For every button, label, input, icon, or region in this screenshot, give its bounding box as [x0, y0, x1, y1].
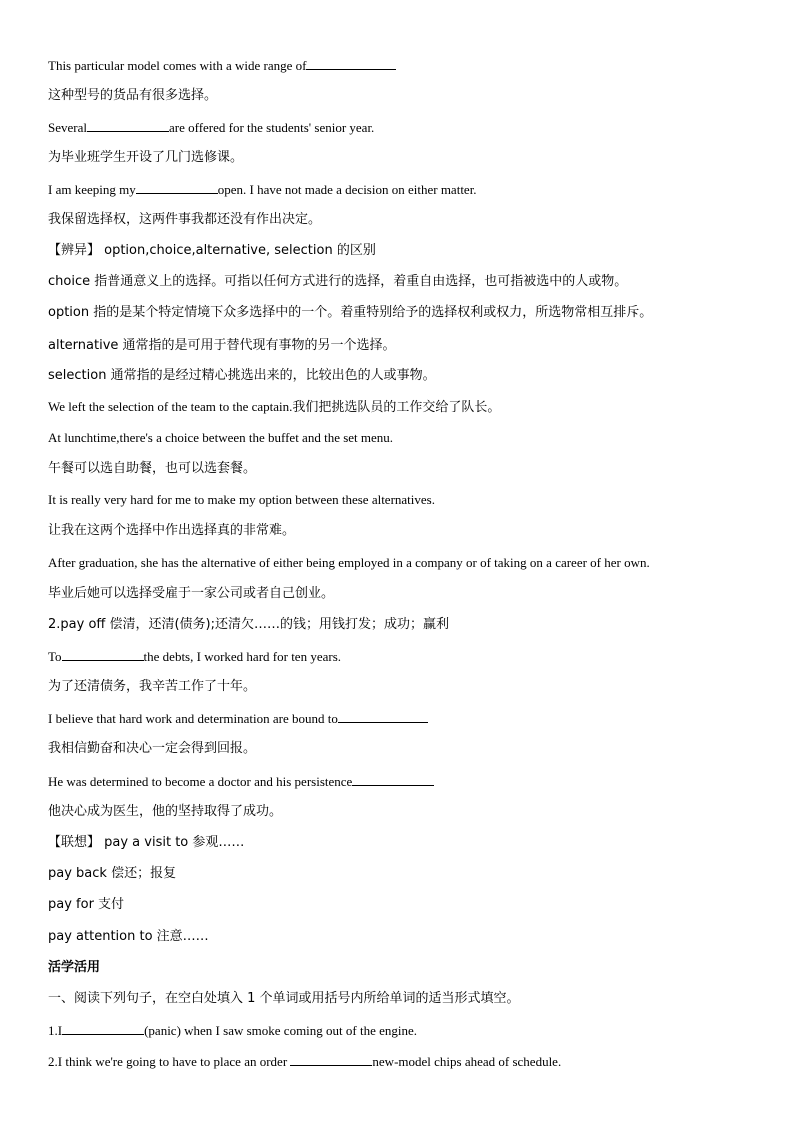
text-line	[48, 648, 341, 665]
text-line	[48, 181, 477, 198]
definition-line: choice 指普通意义上的选择。可指以任何方式进行的选择，着重自由选择，也可指被选中的人或物。	[48, 274, 628, 289]
example-line: At lunchtime,there's a choice between the buffet and the set menu.	[48, 430, 394, 445]
answer-blank[interactable]	[62, 1022, 144, 1035]
exercise-instructions: 一、阅读下列句子，在空白处填入 1 个单词或用括号内所给单词的适当形式填空。	[48, 991, 520, 1006]
line-text: I am keeping my	[48, 182, 136, 197]
line-text: the debts, I worked hard for ten years.	[143, 649, 342, 664]
answer-blank[interactable]	[352, 773, 434, 786]
text-line	[48, 773, 434, 790]
translation-line: 他决心成为医生，他的坚持取得了成功。	[48, 804, 283, 819]
example-line: It is really very hard for me to make my option between these alternatives.	[48, 492, 435, 507]
section-heading-compare: 【辨异】 option,choice,alternative, selection 的区别	[48, 243, 376, 258]
answer-blank[interactable]	[136, 181, 218, 194]
translation-line: 这种型号的货品有很多选择。	[48, 88, 218, 103]
translation-line: 午餐可以选自助餐，也可以选套餐。	[48, 461, 257, 476]
translation-line: 让我在这两个选择中作出选择真的非常难。	[48, 523, 296, 538]
line-text: new-model chips ahead of schedule.	[372, 1054, 562, 1069]
line-text: are offered for the students' senior year.	[168, 120, 375, 135]
exercise-item	[48, 1053, 561, 1070]
answer-blank[interactable]	[290, 1053, 372, 1066]
exercise-item	[48, 1022, 417, 1039]
section-title-practice: 活学活用	[48, 960, 101, 975]
definition-line: alternative 通常指的是可用于替代现有事物的另一个选择。	[48, 338, 396, 353]
text-line	[48, 119, 374, 136]
line-text: I believe that hard work and determination are bound to	[48, 711, 338, 726]
phrase-line: pay back 偿还；报复	[48, 866, 177, 881]
phrase-line: pay for 支付	[48, 897, 125, 912]
line-text: (panic) when I saw smoke coming out of the engine.	[144, 1023, 418, 1038]
translation-line: 为毕业班学生开设了几门选修课。	[48, 150, 244, 165]
line-text: 2.I think we're going to have to place an order	[48, 1054, 291, 1069]
line-text: 1.I	[48, 1023, 63, 1038]
translation-line: 我保留选择权，这两件事我都还没有作出决定。	[48, 212, 322, 227]
answer-blank[interactable]	[87, 119, 169, 132]
line-text: He was determined to become a doctor and his persistence	[48, 774, 353, 789]
example-line: After graduation, she has the alternative of either being employed in a company or of taking on a career of her own.	[48, 555, 650, 570]
definition-line: selection 通常指的是经过精心挑选出来的，比较出色的人或事物。	[48, 368, 436, 383]
text-line	[48, 57, 396, 74]
example-line: We left the selection of the team to the captain.我们把挑选队员的工作交给了队长。	[48, 399, 501, 414]
answer-blank[interactable]	[338, 710, 428, 723]
line-text: This particular model comes with a wide range of	[48, 58, 307, 73]
definition-line: option 指的是某个特定情境下众多选择中的一个。着重特别给予的选择权利或权力，所选物常相互排斥。	[48, 305, 653, 320]
vocab-heading-pay-off: 2.pay off 偿清，还清(债务);还清欠……的钱；用钱打发；成功；赢利	[48, 617, 450, 632]
translation-line: 为了还清债务，我辛苦工作了十年。	[48, 679, 257, 694]
text-line	[48, 710, 428, 727]
phrase-line: pay attention to 注意……	[48, 929, 209, 944]
translation-line: 我相信勤奋和决心一定会得到回报。	[48, 741, 257, 756]
answer-blank[interactable]	[62, 648, 144, 661]
section-heading-association: 【联想】 pay a visit to 参观……	[48, 835, 245, 850]
line-text: open. I have not made a decision on either matter.	[217, 182, 477, 197]
line-text: To	[48, 649, 62, 664]
line-text: Several	[48, 120, 87, 135]
translation-line: 毕业后她可以选择受雇于一家公司或者自己创业。	[48, 586, 335, 601]
answer-blank[interactable]	[306, 57, 396, 70]
